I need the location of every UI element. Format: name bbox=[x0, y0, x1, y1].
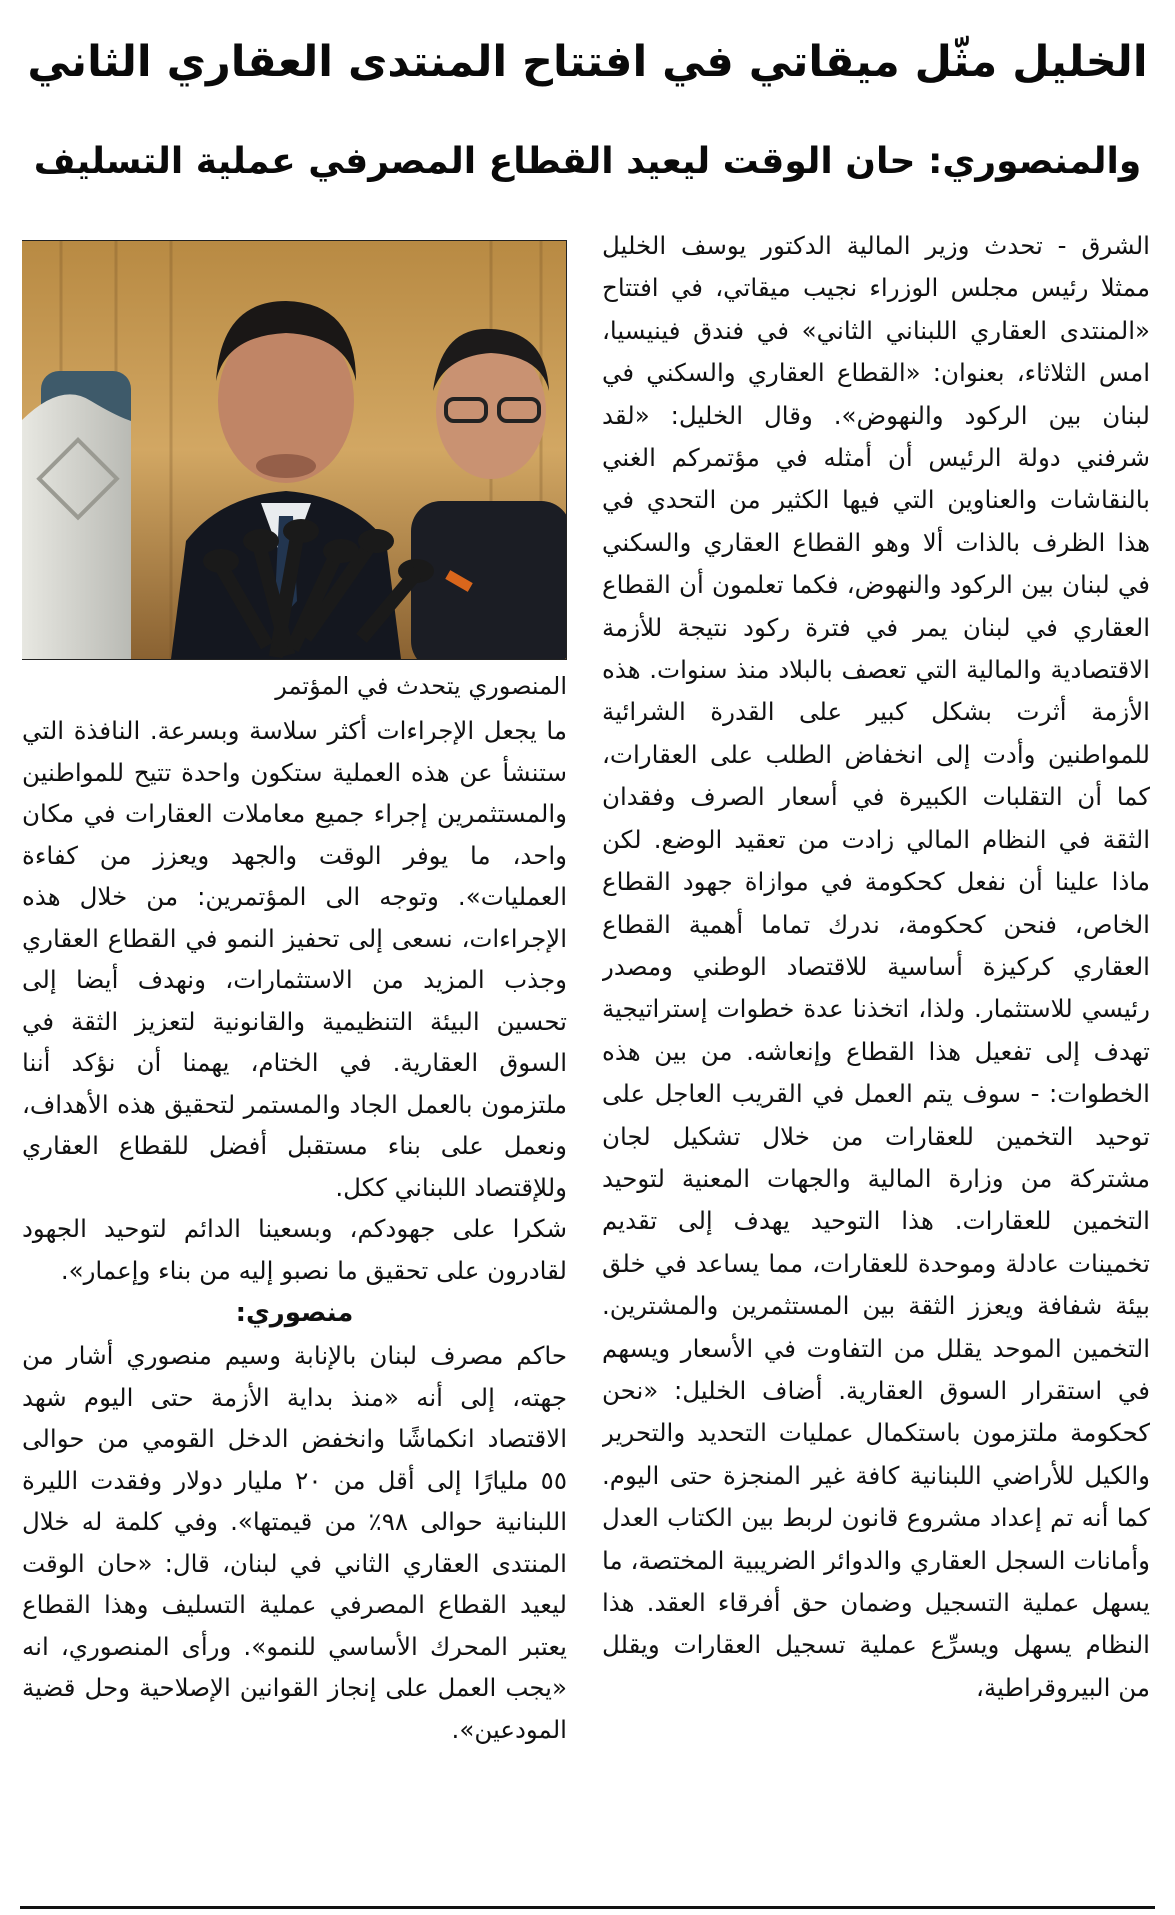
article-paragraph: ما يجعل الإجراءات أكثر سلاسة وبسرعة. النافذة التي ستنشأ عن هذه العملية ستكون واحدة تتيح للمواطنين والمستثمرين إجراء جميع معاملات العقارات في مكان واحد، ما يوفر الوقت والجهد ويعزز من كفاءة العمليات». وتوجه الى المؤتمرين: من خلال هذه الإجراءات، نسعى إلى تحفيز النمو في القطاع العقاري وجذب المزيد من الاستثمارات، ونهدف أيضا إلى تحسين البيئة التنظيمية والقانونية لتعزيز الثقة في السوق العقارية. في الختام، يهمنا أن نؤكد أننا ملتزمون بالعمل الجاد والمستمر لتحقيق هذه الأهداف، ونعمل على بناء مستقبل أفضل للقطاع العقاري وللإقتصاد اللبناني ككل. bbox=[22, 716, 567, 1202]
article-column-left bbox=[22, 240, 567, 1890]
headline-line-1: الخليل مثّل ميقاتي في افتتاح المنتدى العقاري الثاني bbox=[27, 37, 1148, 87]
article-paragraph: حاكم مصرف لبنان بالإنابة وسيم منصوري أشار من جهته، إلى أنه «منذ بداية الأزمة حتى اليوم شهد الاقتصاد انكماشًا وانخفض الدخل القومي من حوالى ٥٥ مليارًا إلى أقل من ٢٠ مليار دولار وفقدت الليرة اللبنانية حوالى ٩٨٪ من قيمتها». وفي كلمة له خلال المنتدى العقاري الثاني في لبنان، قال: «حان الوقت ليعيد القطاع المصرفي عملية التسليف وهذا القطاع يعتبر المحرك الأساسي للنمو». ورأى المنصوري، انه «يجب العمل على إنجاز القوانين الإصلاحية وحل قضية المودعين». bbox=[22, 1341, 567, 1744]
article-body-right: الشرق - تحدث وزير المالية الدكتور يوسف الخليل ممثلا رئيس مجلس الوزراء نجيب ميقاتي، في افتتاح «المنتدى العقاري اللبناني الثاني» في فندق فينيسيا، امس الثلاثاء، بعنوان: «القطاع العقاري والسكني في لبنان بين الركود والنهوض». وقال الخليل: «لقد شرفني دولة الرئيس أن أمثله في مؤتمركم الغني بالنقاشات والعناوين التي فيها الكثير من التحدي في هذا الظرف بالذات ألا وهو القطاع العقاري والسكني في لبنان بين الركود والنهوض، فكما تعلمون أن القطاع العقاري في لبنان يمر في فترة ركود نتيجة للأزمة الاقتصادية والمالية التي تعصف بالبلاد منذ سنوات. هذه الأزمة أثرت بشكل كبير على القدرة الشرائية للمواطنين وأدت إلى انخفاض الطلب على العقارات، كما أن التقلبات الكبيرة في أسعار الصرف وفقدان الثقة في النظام المالي زادت من تعقيد الوضع. لكن ماذا علينا أن نفعل كحكومة في موازاة جهود القطاع الخاص، فنحن كحكومة، ندرك تماما أهمية القطاع العقاري كركيزة أساسية للاقتصاد الوطني ومصدر رئيسي للاستثمار. ولذا، اتخذنا عدة خطوات إستراتيجية تهدف إلى تفعيل هذا القطاع وإنعاشه. من بين هذه الخطوات: - سوف يتم العمل في القريب العاجل على توحيد التخمين للعقارات من خلال تشكيل لجان مشتركة من وزارة المالية والجهات المعنية لتوحيد التخمين للعقارات. هذا التوحيد يهدف إلى تقديم تخمينات عادلة وموحدة للعقارات، مما يساعد في خلق بيئة شفافة ويعزز الثقة بين المستثمرين والمشترين. التخمين الموحد يقلل من التفاوت في الأسعار ويسهم في استقرار السوق العقارية. أضاف الخليل: «نحن كحكومة ملتزمون باستكمال عمليات التحديد والتحرير والكيل للأراضي اللبنانية كافة غير المنجزة حتى اليوم. كما أنه تم إعداد مشروع قانون لربط بين الكتاب العدل وأمانات السجل العقاري والدوائر الضريبية المختصة، ما يسهل عملية التسجيل وضمان حق أفرقاء العقد. هذا النظام يسهل ويسرِّع عملية تسجيل العقارات ويقلل من البيروقراطية، bbox=[602, 231, 1150, 1702]
article-photo bbox=[22, 240, 567, 660]
article-paragraph: شكرا على جهودكم، وبسعينا الدائم لتوحيد الجهود لقادرون على تحقيق ما نصبو إليه من بناء وإعمار». bbox=[22, 1214, 567, 1285]
photo-caption: المنصوري يتحدث في المؤتمر bbox=[275, 672, 567, 700]
press-conference-photo bbox=[22, 241, 566, 659]
section-subhead: منصوري: bbox=[235, 1298, 354, 1328]
article-body-left bbox=[22, 710, 567, 1750]
article-column-right bbox=[602, 225, 1150, 1890]
headline-line-2: والمنصوري: حان الوقت ليعيد القطاع المصرفي عملية التسليف bbox=[33, 141, 1142, 182]
bottom-rule bbox=[20, 1906, 1155, 1909]
